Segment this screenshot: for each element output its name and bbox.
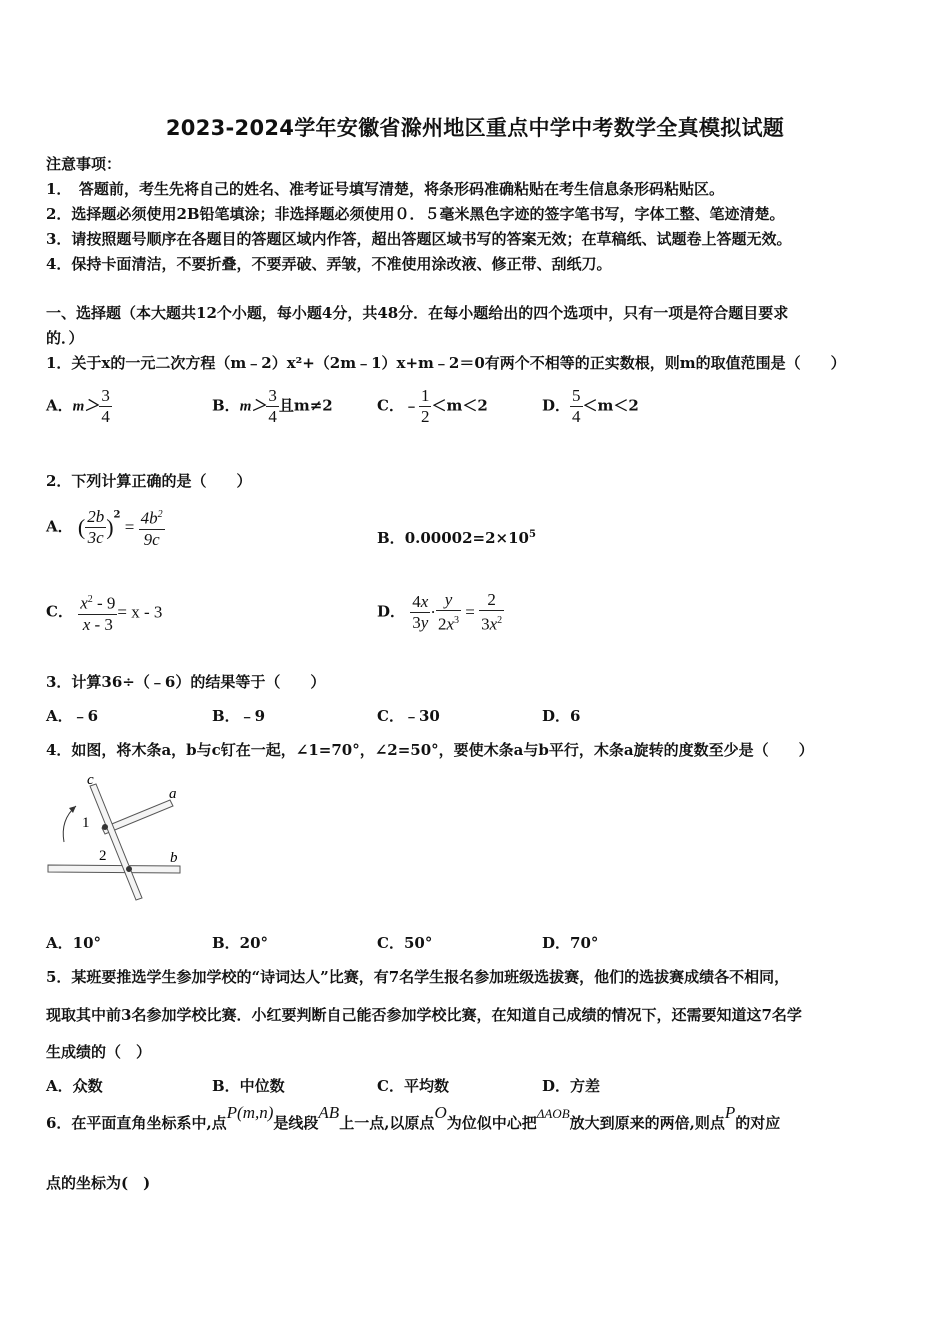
rotation-arrow bbox=[63, 806, 76, 842]
section-heading-cont: 的．） bbox=[46, 329, 84, 347]
q4-option-c[interactable]: C．50° bbox=[377, 934, 433, 952]
nail-1 bbox=[102, 824, 108, 830]
q5-option-c[interactable]: C．平均数 bbox=[377, 1077, 449, 1095]
notice-item: 1． 答题前，考生先将自己的姓名、准考证号填写清楚，将条形码准确粘贴在考生信息条形码粘贴区。 bbox=[46, 180, 724, 198]
q3-option-a[interactable]: A．﹣6 bbox=[46, 707, 99, 725]
question-5-stem: 5．某班要推选学生参加学校的“诗词达人”比赛，有7名学生报名参加班级选拔赛，他们的选拔赛成绩各不相同， bbox=[46, 968, 790, 986]
question-5-stem-cont: 现取其中前3名参加学校比赛．小红要判断自己能否参加学校比赛，在知道自己成绩的情况下，还需要知道这7名学 bbox=[46, 1006, 802, 1024]
notice-item: 4．保持卡面清洁，不要折叠，不要弄破、弄皱，不准使用涂改液、修正带、刮纸刀。 bbox=[46, 255, 612, 273]
q3-option-d[interactable]: D．6 bbox=[542, 707, 581, 725]
question-5-stem-end: 生成绩的（ ） bbox=[46, 1043, 152, 1061]
label-b: b bbox=[170, 850, 178, 866]
wood-strips-figure bbox=[42, 770, 192, 910]
q4-option-b[interactable]: B．20° bbox=[212, 934, 269, 952]
nail-2 bbox=[126, 866, 132, 872]
q4-option-d[interactable]: D．70° bbox=[542, 934, 599, 952]
q3-option-c[interactable]: C．﹣30 bbox=[377, 707, 440, 725]
question-6-stem: 6．在平面直角坐标系中,点P(m,n)是线段AB上一点,以原点O为位似中心把ΔAOB放大到原来的两倍,则点P的对应 bbox=[46, 1103, 781, 1132]
notice-item: 2．选择题必须使用2B铅笔填涂；非选择题必须使用０．５毫米黑色字迹的签字笔书写，字体工整、笔迹清楚。 bbox=[46, 205, 785, 223]
label-angle-1: 1 bbox=[82, 815, 90, 831]
strip-b bbox=[48, 865, 180, 873]
strip-c bbox=[90, 784, 142, 900]
q5-option-a[interactable]: A．众数 bbox=[46, 1077, 103, 1095]
notice-item: 3．请按照题号顺序在各题目的答题区域内作答，超出答题区域书写的答案无效；在草稿纸、试题卷上答题无效。 bbox=[46, 230, 792, 248]
label-c: c bbox=[87, 772, 94, 788]
q2-option-a[interactable]: A． ( $\frac{2b}{3c}$ )$^2$ = $\frac{4b^2}{9c}$ bbox=[46, 506, 163, 549]
q1-option-a[interactable]: A．m＞ $\frac{3}{4}$ bbox=[46, 386, 110, 426]
label-angle-2: 2 bbox=[99, 848, 107, 864]
notice-heading: 注意事项： bbox=[46, 155, 122, 173]
q4-option-a[interactable]: A．10° bbox=[46, 934, 102, 952]
question-6-stem-cont: 点的坐标为( ) bbox=[46, 1174, 151, 1192]
q5-option-b[interactable]: B．中位数 bbox=[212, 1077, 285, 1095]
label-a: a bbox=[169, 786, 177, 802]
q5-option-d[interactable]: D．方差 bbox=[542, 1077, 601, 1095]
question-3-stem: 3．计算36÷（﹣6）的结果等于（ ） bbox=[46, 673, 326, 691]
page-title: 2023-2024学年安徽省滁州地区重点中学中考数学全真模拟试题 bbox=[165, 116, 785, 140]
q2-option-d[interactable]: D． $\frac{4x}{3y}$ · $\frac{y}{2x^3}$ = $\frac{2}{3x^2}$ bbox=[377, 590, 503, 634]
q2-option-b[interactable]: B．$0.00002=2\times 10^5$ bbox=[377, 529, 536, 547]
q1-option-d[interactable]: D． $\frac{5}{4}$ ＜m＜2 bbox=[542, 386, 639, 426]
question-1-stem: 1．关于x的一元二次方程（m﹣2）x²+（2m﹣1）x+m﹣2＝0有两个不相等的正实数根，则m的取值范围是（ ） bbox=[46, 354, 846, 372]
q3-option-b[interactable]: B．﹣9 bbox=[212, 707, 266, 725]
question-4-stem: 4．如图，将木条a，b与c钉在一起，∠1=70°，∠2=50°，要使木条a与b平行，木条a旋转的度数至少是（ ） bbox=[46, 741, 814, 759]
q1-option-c[interactable]: C．﹣ $\frac{1}{2}$ ＜m＜2 bbox=[377, 386, 488, 426]
q1-option-b[interactable]: B．m＞ $\frac{3}{4}$ 且m≠2 bbox=[212, 386, 333, 426]
q2-option-c[interactable]: C． $\frac{x^2 - 9}{x - 3}$ = x - 3 bbox=[46, 593, 163, 634]
section-heading: 一、选择题（本大题共12个小题，每小题4分，共48分．在每小题给出的四个选项中，只有一项是符合题目要求 bbox=[46, 304, 789, 322]
question-2-stem: 2．下列计算正确的是（ ） bbox=[46, 472, 252, 490]
